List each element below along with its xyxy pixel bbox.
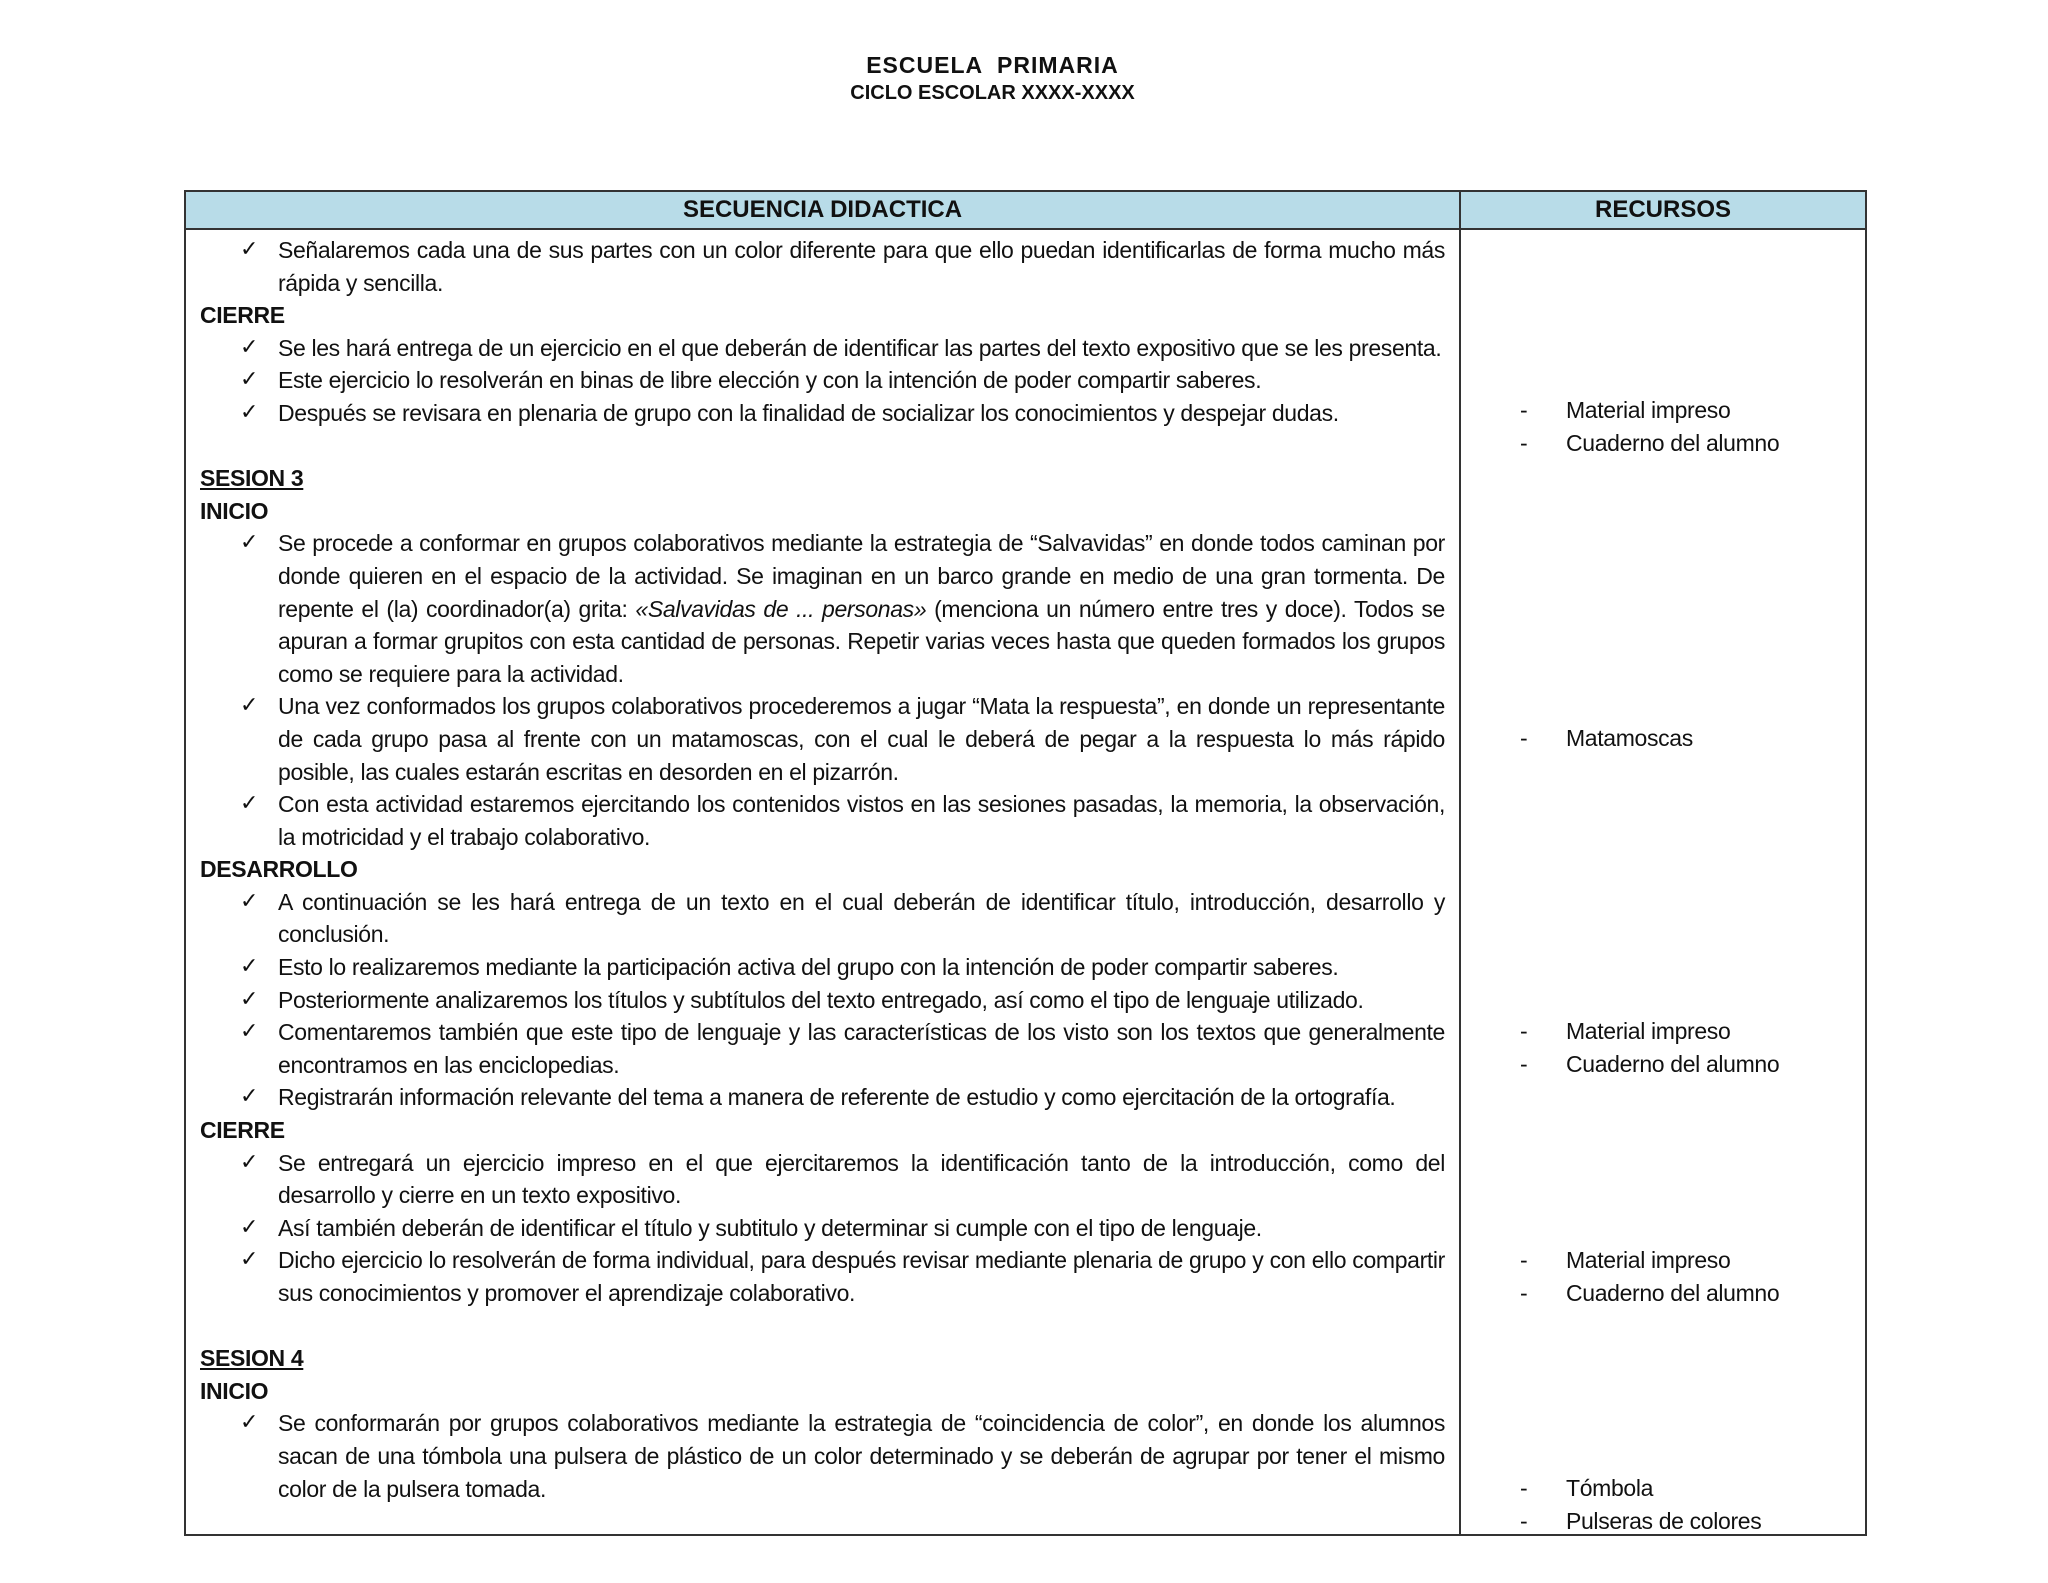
resource-item: [1520, 1472, 1850, 1505]
checkmark-icon: ✓: [240, 1084, 259, 1110]
dash-bullet: -: [1520, 1507, 1528, 1534]
resource-text: Matamoscas: [1566, 725, 1693, 751]
school-cycle: CICLO ESCOLAR XXXX-XXXX: [850, 82, 1135, 104]
resource-text: Material impreso: [1566, 1247, 1731, 1273]
list-item: [200, 886, 1445, 951]
checkmark-icon: ✓: [240, 530, 259, 556]
checkmark-icon: ✓: [240, 1019, 259, 1045]
list-item: [200, 690, 1445, 788]
checkmark-icon: ✓: [240, 1214, 259, 1240]
list-item-text: Señalaremos cada una de sus partes con un color diferente para que ello puedan identificarlas de forma mucho más rápida y sencilla.: [278, 237, 1445, 296]
dash-bullet: -: [1520, 397, 1528, 423]
resource-item: [1520, 394, 1850, 427]
checkmark-icon: ✓: [240, 399, 259, 425]
section-heading-cierre: CIERRE: [200, 1117, 285, 1144]
school-name: ESCUELA PRIMARIA: [866, 52, 1119, 78]
list-item-text: Así también deberán de identificar el título y subtitulo y determinar si cumple con el tipo de lenguaje.: [278, 1214, 1262, 1241]
list-item-text: Se conformarán por grupos colaborativos mediante la estrategia de “coincidencia de color”, en donde los alumnos sacan de una tómbola una pulsera de plástico de un color determinado y se deberán de agrupar por tener el mismo color de la pulsera tomada.: [278, 1410, 1445, 1502]
list-item: [200, 788, 1445, 853]
list-item: [200, 1244, 1445, 1309]
list-item-text: Se entregará un ejercicio impreso en el que ejercitaremos la identificación tanto de la introducción, como del desarrollo y cierre en un texto expositivo.: [278, 1149, 1445, 1209]
resource-text: Material impreso: [1566, 1018, 1731, 1044]
resource-text: Cuaderno del alumno: [1566, 1050, 1780, 1077]
resource-text: Tómbola: [1566, 1475, 1654, 1501]
checkmark-icon: ✓: [240, 954, 259, 980]
list-item: [200, 1147, 1445, 1212]
checkmark-icon: ✓: [240, 367, 259, 393]
spacer: [200, 1310, 1445, 1343]
section-heading-cierre: CIERRE: [200, 302, 285, 329]
list-item-text: Comentaremos también que este tipo de lenguaje y las características de los visto son los textos que generalmente encontramos en las enciclopedias.: [278, 1019, 1445, 1078]
dash-bullet: -: [1520, 1018, 1528, 1044]
resource-item: [1520, 722, 1850, 755]
list-item-text: Una vez conformados los grupos colaborativos procederemos a jugar “Mata la respuesta”, en donde un representante de cada grupo pasa al frente con un matamoscas, con el cual le deberá de pegar a la respuesta lo más rápido posible, las cuales estarán escritas en desorden en el pizarrón.: [278, 693, 1445, 785]
section-heading-inicio: INICIO: [200, 497, 269, 524]
dash-bullet: -: [1520, 1247, 1528, 1273]
list-item-text: Registrarán información relevante del tema a manera de referente de estudio y como ejercitación de la ortografía.: [278, 1084, 1396, 1111]
checkmark-icon: ✓: [240, 1410, 259, 1436]
list-item: [200, 1081, 1445, 1114]
list-item-text: Este ejercicio lo resolverán en binas de libre elección y con la intención de poder compartir saberes.: [278, 367, 1262, 394]
list-item-text: Esto lo realizaremos mediante la participación activa del grupo con la intención de poder compartir saberes.: [278, 954, 1339, 981]
document-header: [0, 50, 1985, 106]
checkmark-icon: ✓: [240, 986, 259, 1012]
checkmark-icon: ✓: [240, 693, 259, 719]
list-item: [200, 332, 1445, 365]
list-item: [200, 1016, 1445, 1081]
list-item: [200, 1212, 1445, 1245]
list-item-text: Después se revisara en plenaria de grupo con la finalidad de socializar los conocimientos y despejar dudas.: [278, 399, 1339, 426]
list-item-text: Se procede a conformar en grupos colaborativos mediante la estrategia de “Salvavidas” en donde todos caminan por donde quieren en el espacio de la actividad. Se imaginan en un barco grande en medio de una gran tormenta. De repente el (la) coordinador(a) grita:: [278, 530, 1445, 622]
resource-group: [1520, 722, 1850, 755]
column-header-resources: RECURSOS: [1460, 191, 1866, 229]
resource-group: [1520, 394, 1850, 459]
list-item: [200, 397, 1445, 430]
dash-bullet: -: [1520, 1050, 1528, 1077]
list-item-text: Con esta actividad estaremos ejercitando los contenidos vistos en las sesiones pasadas, la memoria, la observación, la motricidad y el trabajo colaborativo.: [278, 791, 1445, 850]
section-heading-inicio: INICIO: [200, 1377, 269, 1404]
dash-bullet: -: [1520, 1475, 1528, 1501]
lesson-plan-table: [184, 190, 1867, 1536]
resource-text: Material impreso: [1566, 397, 1731, 423]
dash-bullet: -: [1520, 725, 1528, 751]
checkmark-icon: ✓: [240, 1247, 259, 1273]
list-item: [200, 1407, 1445, 1505]
resource-item: [1520, 1048, 1850, 1081]
list-item: [200, 364, 1445, 397]
table-header-row: [185, 191, 1866, 229]
list-item-text: Dicho ejercicio lo resolverán de forma individual, para después revisar mediante plenaria de grupo y con ello compartir sus conocimientos y promover el aprendizaje colaborativo.: [278, 1247, 1445, 1306]
checkmark-icon: ✓: [240, 237, 259, 262]
resource-item: [1520, 1015, 1850, 1048]
dash-bullet: -: [1520, 1279, 1528, 1306]
list-item-text: Se les hará entrega de un ejercicio en el que deberán de identificar las partes del texto expositivo que se les presenta.: [278, 334, 1442, 361]
list-item: [200, 984, 1445, 1017]
list-item: [200, 234, 1445, 299]
checkmark-icon: ✓: [240, 334, 259, 360]
spacer: [200, 430, 1445, 463]
resource-group: [1520, 1472, 1850, 1537]
dash-bullet: -: [1520, 429, 1528, 456]
list-item-italic-text: «Salvavidas de ... personas»: [635, 595, 927, 622]
resource-item: [1520, 1277, 1850, 1310]
list-item-text: Posteriormente analizaremos los títulos y subtítulos del texto entregado, así como el tipo de lenguaje utilizado.: [278, 986, 1364, 1013]
resources-cell: [1460, 229, 1866, 1535]
resource-group: [1520, 1244, 1850, 1309]
sequence-cell: [185, 229, 1460, 1535]
resource-text: Cuaderno del alumno: [1566, 1279, 1780, 1306]
list-item: [200, 527, 1445, 690]
resource-text: Cuaderno del alumno: [1566, 429, 1780, 456]
checkmark-icon: ✓: [240, 1149, 259, 1175]
sequence-content: [200, 234, 1445, 1505]
table-body-row: [185, 229, 1866, 1535]
checkmark-icon: ✓: [240, 791, 259, 817]
resource-item: [1520, 1505, 1850, 1538]
list-item-text-continued: (menciona un número entre tres y doce). Todos se apuran a formar grupitos con esta cantidad de personas. Repetir varias veces hasta que queden formados los grupos como se requiere para la actividad.: [278, 595, 1445, 687]
resource-item: [1520, 1244, 1850, 1277]
resource-text: Pulseras de colores: [1566, 1507, 1762, 1534]
session-heading-4: SESION 4: [200, 1345, 304, 1372]
list-item-text: A continuación se les hará entrega de un texto en el cual deberán de identificar título, introducción, desarrollo y conclusión.: [278, 888, 1445, 948]
section-heading-desarrollo: DESARROLLO: [200, 856, 358, 883]
session-heading-3: SESION 3: [200, 465, 304, 492]
checkmark-icon: ✓: [240, 888, 259, 914]
resource-item: [1520, 427, 1850, 460]
column-header-sequence: SECUENCIA DIDACTICA: [185, 191, 1460, 229]
resource-group: [1520, 1015, 1850, 1080]
list-item: [200, 951, 1445, 984]
